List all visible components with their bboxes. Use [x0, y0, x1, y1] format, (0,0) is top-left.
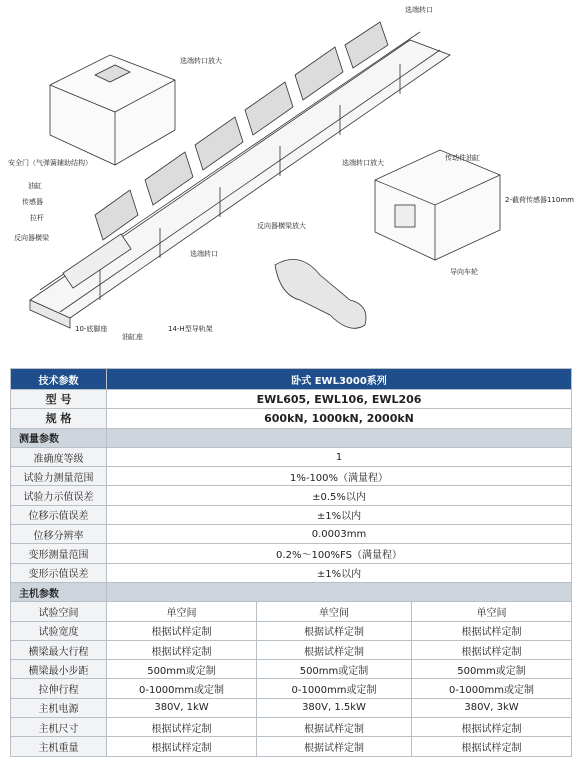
row-label: 变形测量范围 — [11, 544, 107, 563]
row-value: 500mm或定制 — [412, 660, 572, 679]
table-row — [11, 679, 572, 698]
row-value: ±0.5%以内 — [107, 486, 572, 505]
table-row — [11, 602, 572, 621]
row-label: 试验力测量范围 — [11, 467, 107, 486]
table-row — [11, 544, 572, 563]
callout-guide-rail: 14-H型导轨架 — [168, 325, 213, 333]
callout-pull-rod: 拉杆 — [30, 214, 44, 222]
row-value: 根据试样定制 — [107, 640, 257, 659]
row-value: 600kN, 1000kN, 2000kN — [107, 409, 572, 428]
row-value: 根据试样定制 — [257, 640, 412, 659]
table-row — [11, 621, 572, 640]
row-value: 单空间 — [412, 602, 572, 621]
row-value: 根据试样定制 — [412, 640, 572, 659]
row-value: 500mm或定制 — [107, 660, 257, 679]
row-value: 0-1000mm或定制 — [107, 679, 257, 698]
row-label: 主机重量 — [11, 737, 107, 756]
row-value: 380V, 1kW — [107, 698, 257, 717]
row-label: 横梁最小步距 — [11, 660, 107, 679]
row-label: 试验力示值误差 — [11, 486, 107, 505]
section-measure-row — [11, 428, 572, 447]
header-value: 卧式 EWL3000系列 — [107, 369, 572, 390]
table-row — [11, 447, 572, 466]
table-row — [11, 505, 572, 524]
row-label: 变形示值误差 — [11, 563, 107, 582]
section-main-row — [11, 582, 572, 601]
row-value: 0-1000mm或定制 — [412, 679, 572, 698]
callout-safety-door: 安全门（气弹簧辅助结构） — [8, 159, 92, 167]
callout-base-frame: 10-底脚座 — [75, 325, 108, 333]
callout-wheel: 导向车轮 — [450, 268, 478, 276]
callout-top-right: 选端转口 — [405, 6, 433, 14]
callout-cylinder-seat: 油缸座 — [122, 333, 143, 341]
machine-drawing — [0, 0, 581, 350]
row-value: ±1%以内 — [107, 563, 572, 582]
row-label: 试验宽度 — [11, 621, 107, 640]
callout-reaction-beam: 反向器横梁 — [14, 234, 49, 242]
table-row — [11, 390, 572, 409]
table-row — [11, 467, 572, 486]
callout-sensor-2: 2-截荷传感器110mm — [505, 196, 574, 204]
row-value: 根据试样定制 — [107, 718, 257, 737]
row-label: 试验空间 — [11, 602, 107, 621]
header-label: 技术参数 — [11, 369, 107, 390]
row-value: 380V, 1.5kW — [257, 698, 412, 717]
row-value: 单空间 — [107, 602, 257, 621]
section-label: 测量参数 — [11, 428, 107, 447]
row-label: 主机电源 — [11, 698, 107, 717]
table-row — [11, 718, 572, 737]
row-value: 根据试样定制 — [107, 737, 257, 756]
table-row — [11, 486, 572, 505]
table-row — [11, 737, 572, 756]
table-row — [11, 563, 572, 582]
row-value: 根据试样定制 — [412, 737, 572, 756]
row-label: 型 号 — [11, 390, 107, 409]
table-row — [11, 660, 572, 679]
row-value: 380V, 3kW — [412, 698, 572, 717]
callout-hydraulic: 传动件油缸 — [445, 154, 480, 162]
table-row — [11, 525, 572, 544]
row-value: 根据试样定制 — [107, 621, 257, 640]
row-value: 根据试样定制 — [412, 621, 572, 640]
table-row — [11, 640, 572, 659]
row-value: 根据试样定制 — [257, 621, 412, 640]
row-value: ±1%以内 — [107, 505, 572, 524]
row-value: 500mm或定制 — [257, 660, 412, 679]
row-value: 根据试样定制 — [257, 718, 412, 737]
table-header-row — [11, 369, 572, 390]
row-value: 1%-100%（满量程） — [107, 467, 572, 486]
row-value: 0.0003mm — [107, 525, 572, 544]
row-value: 1 — [107, 447, 572, 466]
row-value: 0-1000mm或定制 — [257, 679, 412, 698]
callout-enlarge-lower: 选端转口 — [190, 250, 218, 258]
row-label: 位移分辨率 — [11, 525, 107, 544]
row-value: 单空间 — [257, 602, 412, 621]
row-value: 根据试样定制 — [412, 718, 572, 737]
row-label: 位移示值误差 — [11, 505, 107, 524]
row-label: 准确度等级 — [11, 447, 107, 466]
row-label: 拉伸行程 — [11, 679, 107, 698]
row-value: 0.2%～100%FS（满量程） — [107, 544, 572, 563]
table-row — [11, 409, 572, 428]
callout-cylinder: 油缸 — [28, 182, 42, 190]
row-label: 横梁最大行程 — [11, 640, 107, 659]
callout-reaction-enlarge: 反向器横梁放大 — [257, 222, 306, 230]
spec-table — [10, 368, 572, 757]
row-value: 根据试样定制 — [257, 737, 412, 756]
row-label: 主机尺寸 — [11, 718, 107, 737]
callout-enlarge-mid: 选端转口放大 — [342, 159, 384, 167]
callout-sensor: 传感器 — [22, 198, 43, 206]
row-value: EWL605, EWL106, EWL206 — [107, 390, 572, 409]
row-label: 规 格 — [11, 409, 107, 428]
section-label: 主机参数 — [11, 582, 107, 601]
table-row — [11, 698, 572, 717]
callout-enlarge-top: 选端转口放大 — [180, 57, 222, 65]
